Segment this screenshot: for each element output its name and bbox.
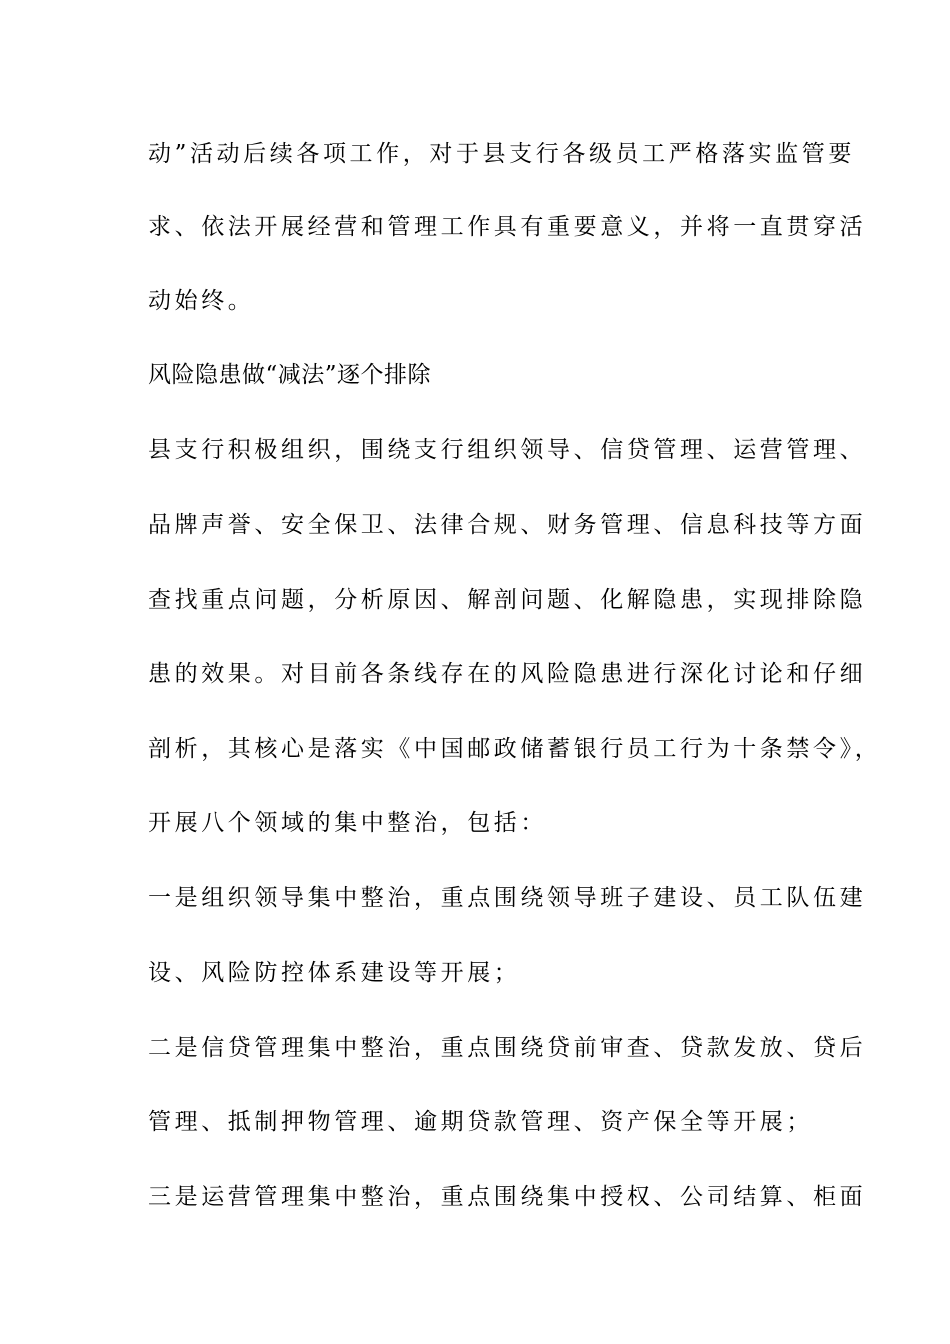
text-line: 品牌声誉、安全保卫、法律合规、财务管理、信息科技等方面 — [148, 512, 867, 538]
text-line: 患的效果。对目前各条线存在的风险隐患进行深化讨论和仔细 — [148, 661, 867, 687]
text-line: 开展八个领域的集中整治，包括： — [148, 810, 547, 836]
text-line: 动始终。 — [148, 288, 255, 314]
text-line: 设、风险防控体系建设等开展； — [148, 960, 521, 986]
text-line: 一是组织领导集中整治，重点围绕领导班子建设、员工队伍建 — [148, 885, 867, 911]
text-line: 二是信贷管理集中整治，重点围绕贷前审查、贷款发放、贷后 — [148, 1035, 867, 1061]
text-line: 县支行积极组织，围绕支行组织领导、信贷管理、运营管理、 — [148, 437, 867, 463]
text-line: 管理、抵制押物管理、逾期贷款管理、资产保全等开展； — [148, 1109, 813, 1135]
text-line: 剖析，其核心是落实《中国邮政储蓄银行员工行为十条禁令》， — [148, 736, 882, 762]
text-line: 三是运营管理集中整治，重点围绕集中授权、公司结算、柜面 — [148, 1184, 867, 1210]
text-line: 动”活动后续各项工作，对于县支行各级员工严格落实监管要 — [148, 141, 855, 167]
text-line: 查找重点问题，分析原因、解剖问题、化解隐患，实现排除隐 — [148, 587, 867, 613]
section-heading: 风险隐患做“减法”逐个排除 — [148, 362, 432, 388]
text-line: 求、依法开展经营和管理工作具有重要意义，并将一直贯穿活 — [148, 214, 867, 240]
